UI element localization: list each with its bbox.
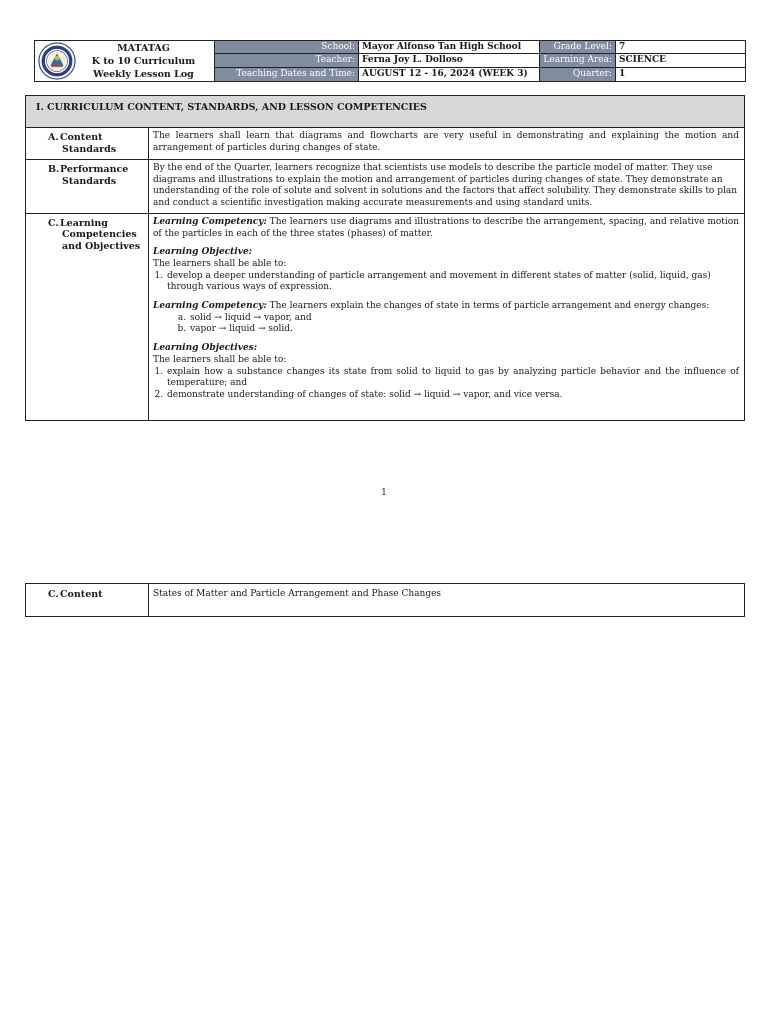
performance-standards-paragraph: By the end of the Quarter, learners recognize that scientists use models to describe the particle model of matter. They use diagrams and illustrations to explain the motion and arrangement of particles during changes of state. They demonstrate an understanding of the role of solute and solvent in solutions and the factors that affect solubility. They demonstrate skills to plan and conduct a scientific investigation making accurate measurements and using standard units. [153,163,738,209]
school-label: School: [215,41,359,54]
lc1-text: The learners use diagrams and illustrations to describe the arrangement, spacing, and relative motion of the particles in each of the three states (phases) of matter. [153,216,739,239]
label-rest: Competencies [62,229,137,241]
page-number: 1 [381,488,387,498]
lo1-label: Learning Objective: [153,247,253,258]
curriculum-table [25,95,745,421]
school-value: Mayor Alfonso Tan High School [359,41,540,54]
label-first: Content [60,589,103,600]
list-item: b. vapor → liquid → solid. [189,324,739,336]
label-rest: Standards [62,175,117,187]
label-rest: and Objectives [62,240,141,252]
header-fields-grid [215,41,745,81]
content-standards-paragraph: The learners shall learn that diagrams and flowcharts are very useful in demonstrating and explaining the motion and arrangement of particles during changes of state. [153,131,739,153]
lo1-list [153,271,739,294]
grade-level-value: 7 [616,41,745,54]
learning-competency-2 [153,301,739,313]
lo2-label: Learning Objectives: [153,343,258,354]
quarter-value: 1 [619,68,626,79]
teacher-label: Teacher: [215,54,359,67]
title-line-weekly-log: Weekly Lesson Log [93,69,194,80]
content-row [26,584,744,616]
lo2-intro: The learners shall be able to: [153,354,287,365]
content-label [26,584,149,616]
label-first: Content [60,132,103,143]
lo2-list [153,367,739,402]
title-line-matatag: MATATAG [117,43,170,54]
deped-seal-icon [38,42,76,80]
list-item: 1. explain how a substance changes its state from solid to liquid to gas by analyzing particle behavior and the influence of temperature; and [166,367,739,390]
content-text: States of Matter and Particle Arrangement and Phase Changes [153,589,442,599]
learning-area-label: Learning Area: [540,54,616,67]
performance-standards-label [26,160,149,213]
label-first: Learning [60,217,108,229]
label-first: Performance [60,164,129,175]
row-letter: A. [48,132,59,143]
row-letter: C. [48,589,59,600]
performance-standards-row [26,160,744,214]
content-standards-text [149,128,744,159]
grade-level-label: Grade Level: [540,41,616,54]
quarter-label: Quarter: [540,68,616,81]
list-item: 2. demonstrate understanding of changes of state: solid → liquid → vapor, and vice versa. [166,390,739,402]
row-letter: B. [48,164,60,175]
learning-competency-1 [153,217,739,240]
teacher-value: Ferna Joy L. Dolloso [359,54,540,67]
performance-standards-text [149,160,744,213]
lesson-log-header [34,40,746,82]
teaching-dates-value: AUGUST 12 - 16, 2024 (WEEK 3) [359,68,540,81]
content-standards-row [26,128,744,160]
lo1-intro: The learners shall be able to: [153,258,287,269]
lc1-label: Learning Competency: [153,216,267,227]
row-letter: C. [48,217,59,229]
lc2-text: The learners explain the changes of state in terms of particle arrangement and energy changes: [266,301,710,312]
competencies-label [26,214,149,420]
header-title-cell [35,41,215,81]
lc2-list [153,313,739,336]
lc2-label: Learning Competency: [153,301,267,312]
title-line-curriculum: K to 10 Curriculum [91,56,196,67]
content-standards-label [26,128,149,159]
list-item: 1. develop a deeper understanding of particle arrangement and movement in different states of matter (solid, liquid, gas) through various ways of expression. [166,271,739,294]
list-item: a. solid → liquid → vapor, and [189,313,739,325]
section-title: I. CURRICULUM CONTENT, STANDARDS, AND LESSON COMPETENCIES [26,96,744,128]
competencies-text [149,214,744,420]
curriculum-title [75,42,212,81]
label-rest: Standards [62,143,117,155]
competencies-row [26,214,744,420]
content-table [25,583,745,617]
learning-area-value: SCIENCE [616,54,745,67]
teaching-dates-label: Teaching Dates and Time: [215,68,359,81]
